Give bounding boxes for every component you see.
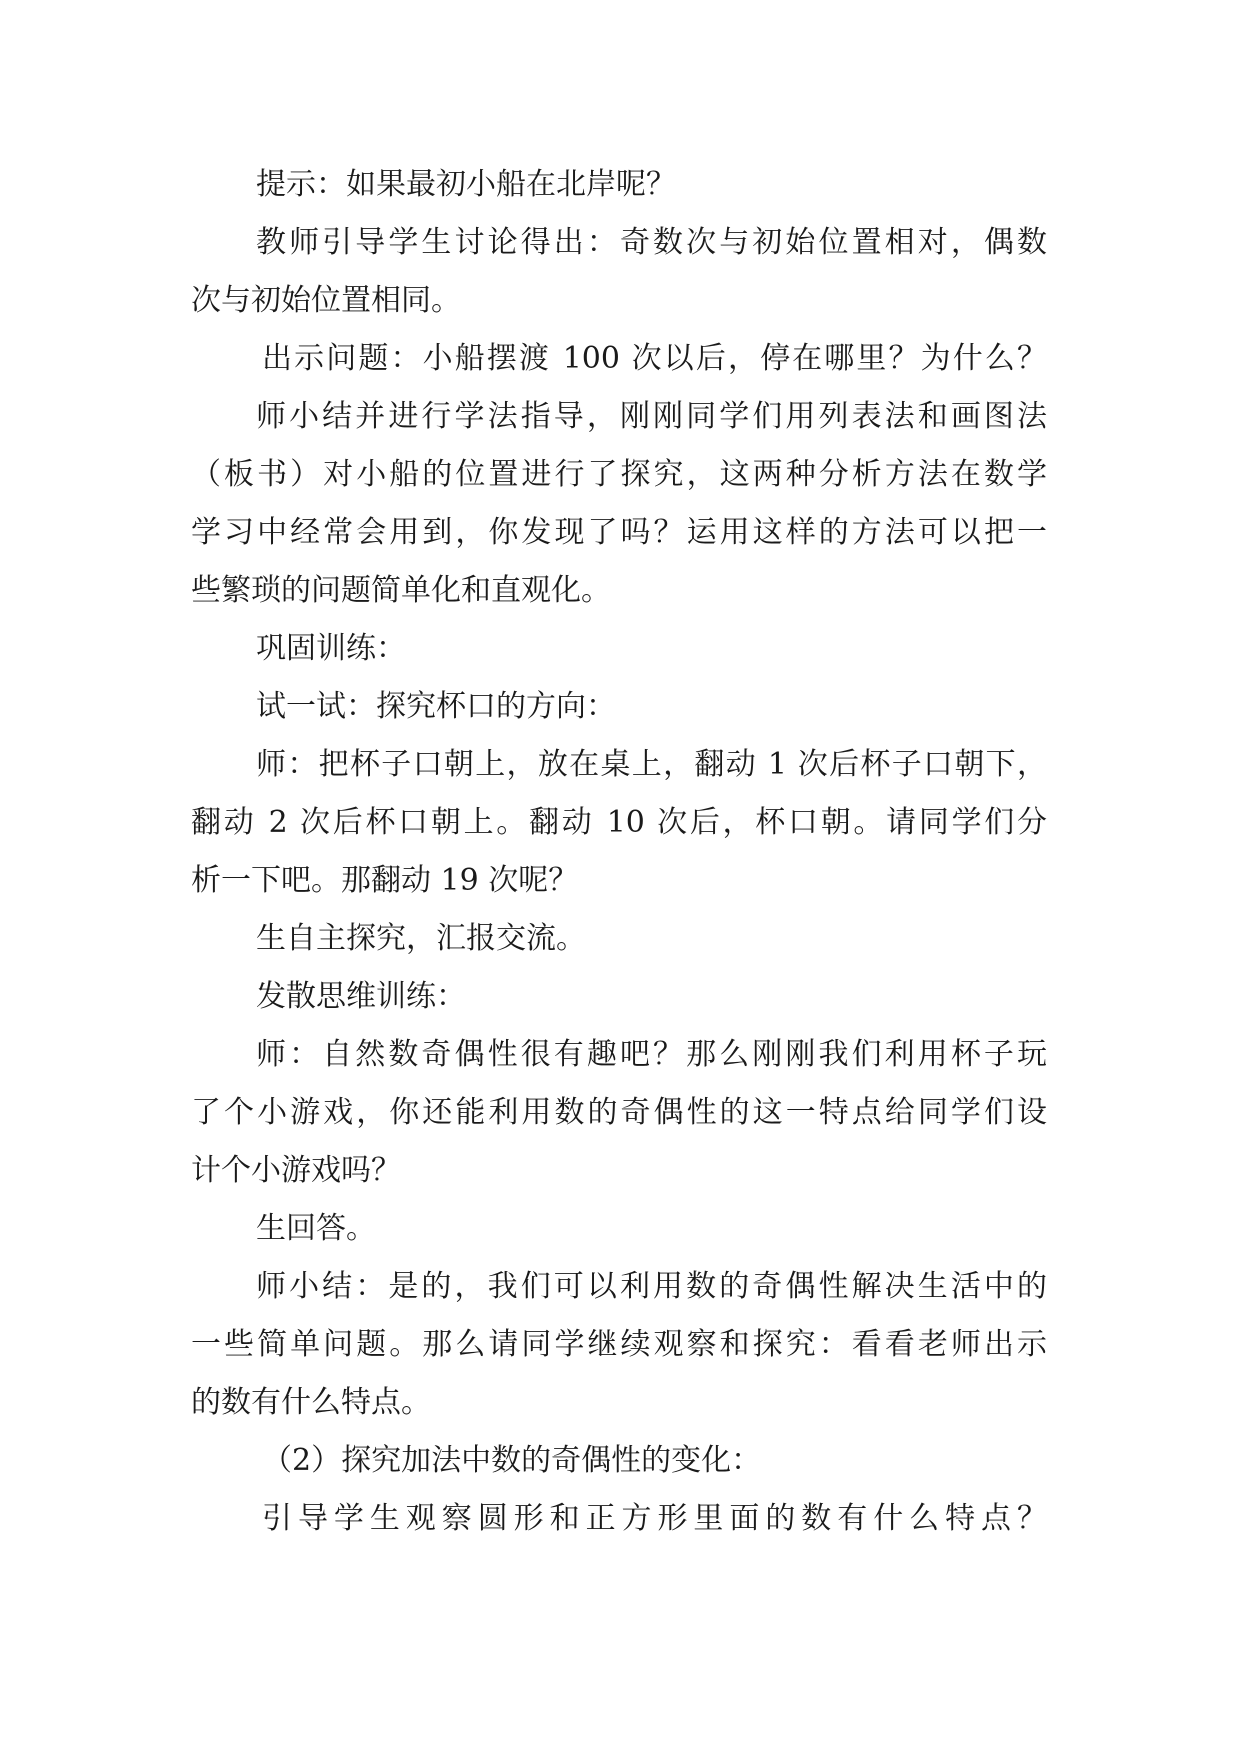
paragraph-summary-line-2: （板书）对小船的位置进行了探究，这两种分析方法在数学 <box>191 457 1047 492</box>
paragraph-student-explore: 生自主探究，汇报交流。 <box>256 921 586 956</box>
paragraph-cup-line-1: 师：把杯子口朝上，放在桌上，翻动 1 次后杯子口朝下， <box>256 747 1047 782</box>
paragraph-divergent: 发散思维训练： <box>256 979 466 1014</box>
paragraph-observe-shapes: 引导学生观察圆形和正方形里面的数有什么特点？ <box>262 1501 1047 1536</box>
paragraph-game-line-2: 了个小游戏，你还能利用数的奇偶性的这一特点给同学们设 <box>191 1095 1047 1130</box>
paragraph-question: 出示问题：小船摆渡 100 次以后，停在哪里？为什么？ <box>262 341 1047 376</box>
paragraph-cup-line-3: 析一下吧。那翻动 19 次呢？ <box>191 863 579 898</box>
paragraph-hint: 提示：如果最初小船在北岸呢？ <box>256 167 676 202</box>
paragraph-summary-line-3: 学习中经常会用到，你发现了吗？运用这样的方法可以把一 <box>191 515 1047 550</box>
section-heading-addition-parity: （2）探究加法中数的奇偶性的变化： <box>262 1443 762 1478</box>
paragraph-consolidation: 巩固训练： <box>256 631 406 666</box>
paragraph-game-line-3: 计个小游戏吗？ <box>191 1153 401 1188</box>
paragraph-try-it: 试一试：探究杯口的方向： <box>256 689 616 724</box>
paragraph-conclusion-line-2: 一些简单问题。那么请同学继续观察和探究：看看老师出示 <box>191 1327 1047 1362</box>
paragraph-summary-line-1: 师小结并进行学法指导，刚刚同学们用列表法和画图法 <box>256 399 1047 434</box>
paragraph-game-line-1: 师：自然数奇偶性很有趣吧？那么刚刚我们利用杯子玩 <box>256 1037 1047 1072</box>
paragraph-teacher-guide-line-1: 教师引导学生讨论得出：奇数次与初始位置相对，偶数 <box>256 225 1047 260</box>
paragraph-conclusion-line-1: 师小结：是的，我们可以利用数的奇偶性解决生活中的 <box>256 1269 1047 1304</box>
paragraph-conclusion-line-3: 的数有什么特点。 <box>191 1385 431 1420</box>
paragraph-cup-line-2: 翻动 2 次后杯口朝上。翻动 10 次后，杯口朝。请同学们分 <box>191 805 1047 840</box>
paragraph-student-answer: 生回答。 <box>256 1211 376 1246</box>
paragraph-summary-line-4: 些繁琐的问题简单化和直观化。 <box>191 573 611 608</box>
paragraph-teacher-guide-line-2: 次与初始位置相同。 <box>191 283 461 318</box>
